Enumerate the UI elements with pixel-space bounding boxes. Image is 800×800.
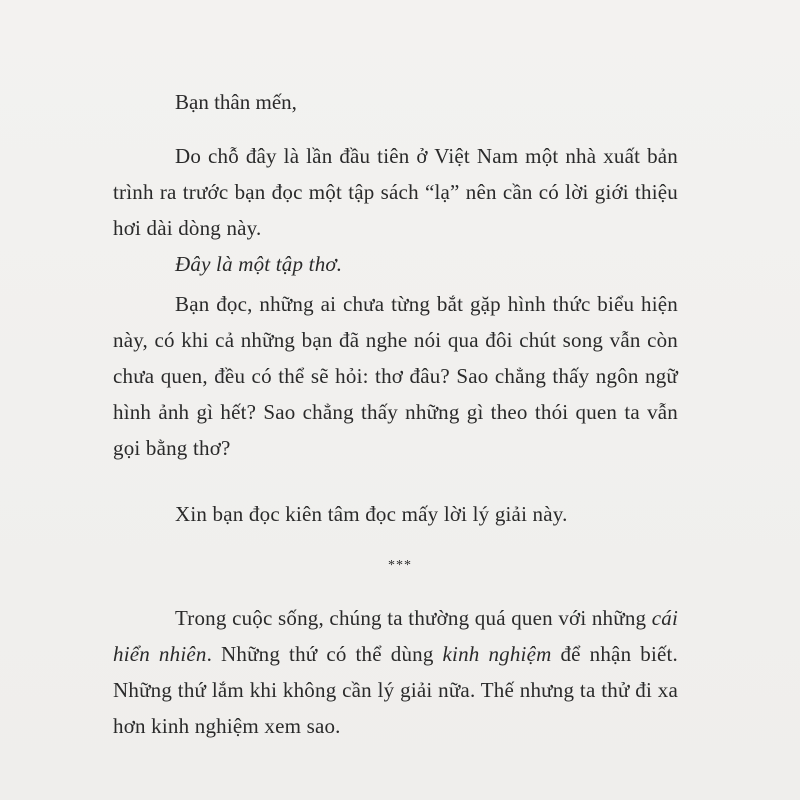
paragraph-4: Xin bạn đọc kiên tâm đọc mấy lời lý giải này.: [175, 502, 568, 526]
paragraph-5-part-1: Trong cuộc sống, chúng ta thường quá quen với những: [175, 606, 652, 630]
paragraph-request-wrap: [113, 496, 678, 532]
paragraph-life-wrap: [113, 600, 678, 744]
paragraph-intro: [113, 138, 678, 246]
emphasis-experience: kinh nghiệm: [442, 642, 552, 666]
paragraph-3: Bạn đọc, những ai chưa từng bắt gặp hình thức biểu hiện này, có khi cả những bạn đã nghe nói qua đôi chút song vẫn còn chưa quen, đều có thể sẽ hỏi: thơ đâu? Sao chẳng thấy ngôn ngữ hình ảnh gì hết? Sao chẳng thấy những gì theo thói quen ta vẫn gọi bằng thơ?: [113, 292, 678, 460]
paragraph-5-part-2: . Những thứ có thể dùng: [206, 642, 443, 666]
paragraph-poetry-statement-wrap: [113, 246, 678, 282]
paragraph-5-part-3: để nhận biết. Những thứ lắm khi không cần lý giải nữa. Thế nhưng ta thử đi xa hơn kinh nghiệm xem sao.: [113, 642, 678, 738]
paragraph-5: [113, 600, 678, 744]
section-divider: ***: [388, 558, 412, 573]
salutation: Bạn thân mến,: [175, 90, 297, 114]
paragraph-1: Do chỗ đây là lần đầu tiên ở Việt Nam một nhà xuất bản trình ra trước bạn đọc một tập sách “lạ” nên cần có lời giới thiệu hơi dài dòng này.: [113, 144, 678, 240]
paragraph-questions-wrap: [113, 286, 678, 466]
emphasis-obvious: cái hiển nhiên: [113, 606, 678, 666]
paragraph-2: Đây là một tập thơ.: [175, 252, 343, 276]
